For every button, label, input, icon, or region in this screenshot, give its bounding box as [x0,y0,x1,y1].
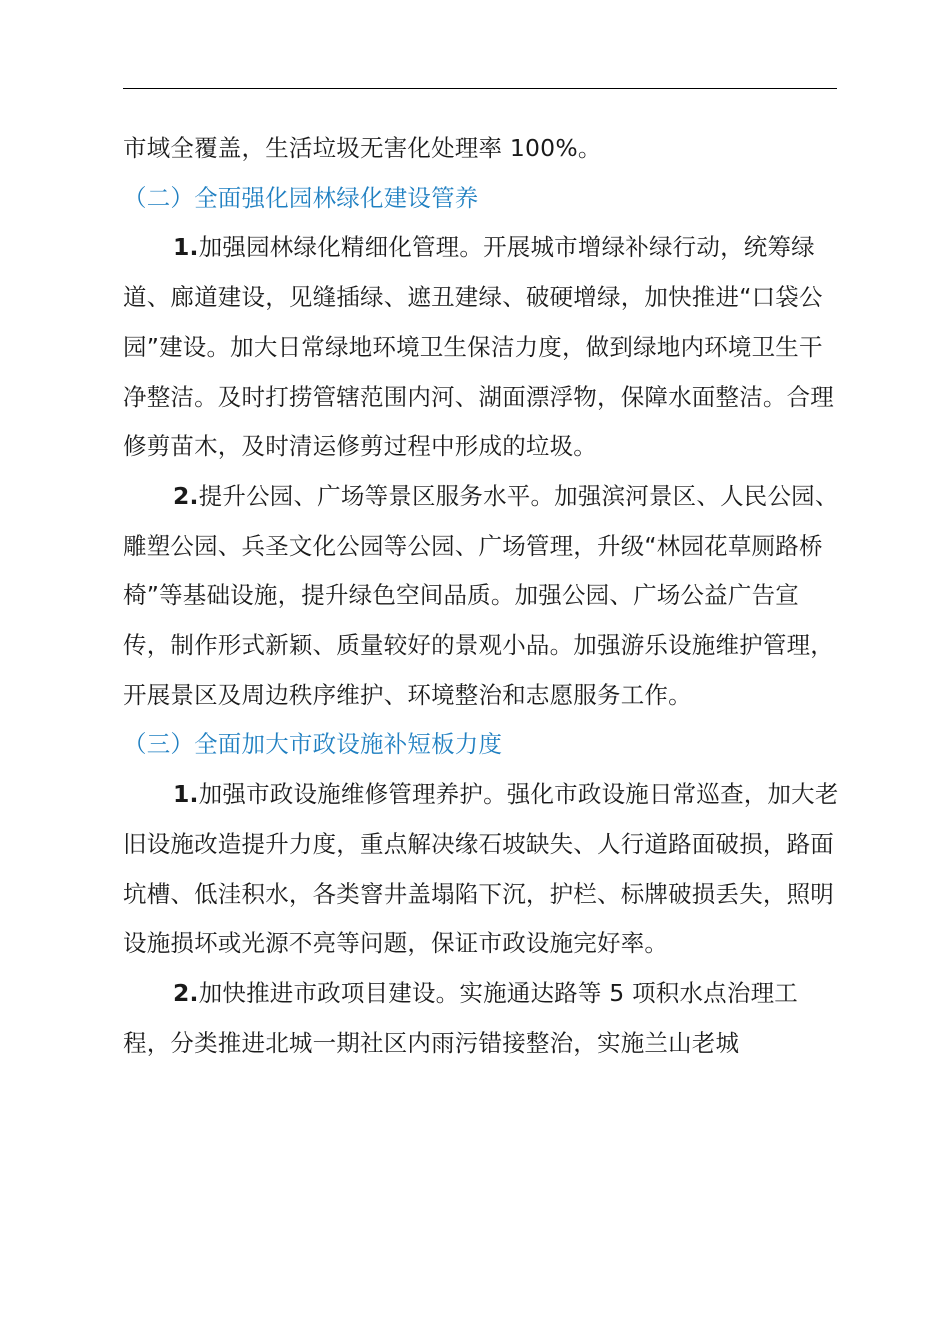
item-number: 1. [173,780,199,809]
item-number: 1. [173,233,199,262]
paragraph-text: 提升公园、广场等景区服务水平。加强滨河景区、人民公园、雕塑公园、兵圣文化公园等公园、广场管理，升级“林园花草厕路桥椅”等基础设施，提升绿色空间品质。加强公园、广场公益广告宣传，制作形式新颖、质量较好的景观小品。加强游乐设施维护管理，开展景区及周边秩序维护、环境整治和志愿服务工作。 [123,481,839,709]
continuation-paragraph: 市域全覆盖，生活垃圾无害化处理率 100%。 [123,134,602,162]
paragraph-text: 加快推进市政项目建设。实施通达路等 5 项积水点治理工程，分类推进北城一期社区内雨污错接整治，实施兰山老城 [123,978,798,1057]
document-body [123,124,839,1068]
item-number: 2. [173,481,199,510]
paragraph-text: 加强园林绿化精细化管理。开展城市增绿补绿行动，统筹绿道、廊道建设，见缝插绿、遮丑建绿、破硬增绿，加快推进“口袋公园”建设。加大日常绿地环境卫生保洁力度，做到绿地内环境卫生干净整洁。及时打捞管辖范围内河、湖面漂浮物，保障水面整洁。合理修剪苗木，及时清运修剪过程中形成的垃圾。 [123,233,834,461]
paragraph-3-1 [123,770,839,969]
item-number: 2. [173,978,199,1007]
paragraph-text: 加强市政设施维修管理养护。强化市政设施日常巡查，加大老旧设施改造提升力度，重点解决缘石坡缺失、人行道路面破损，路面坑槽、低洼积水，各类窨井盖塌陷下沉，护栏、标牌破损丢失，照明设施损坏或光源不亮等问题，保证市政设施完好率。 [123,780,839,958]
header-rule [123,88,837,89]
section-heading-3: （三）全面加大市政设施补短板力度 [123,730,503,759]
paragraph-2-1 [123,223,839,472]
section-heading-2: （二）全面强化园林绿化建设管养 [123,183,479,212]
paragraph-2-2 [123,472,839,721]
paragraph-3-2 [123,969,839,1068]
